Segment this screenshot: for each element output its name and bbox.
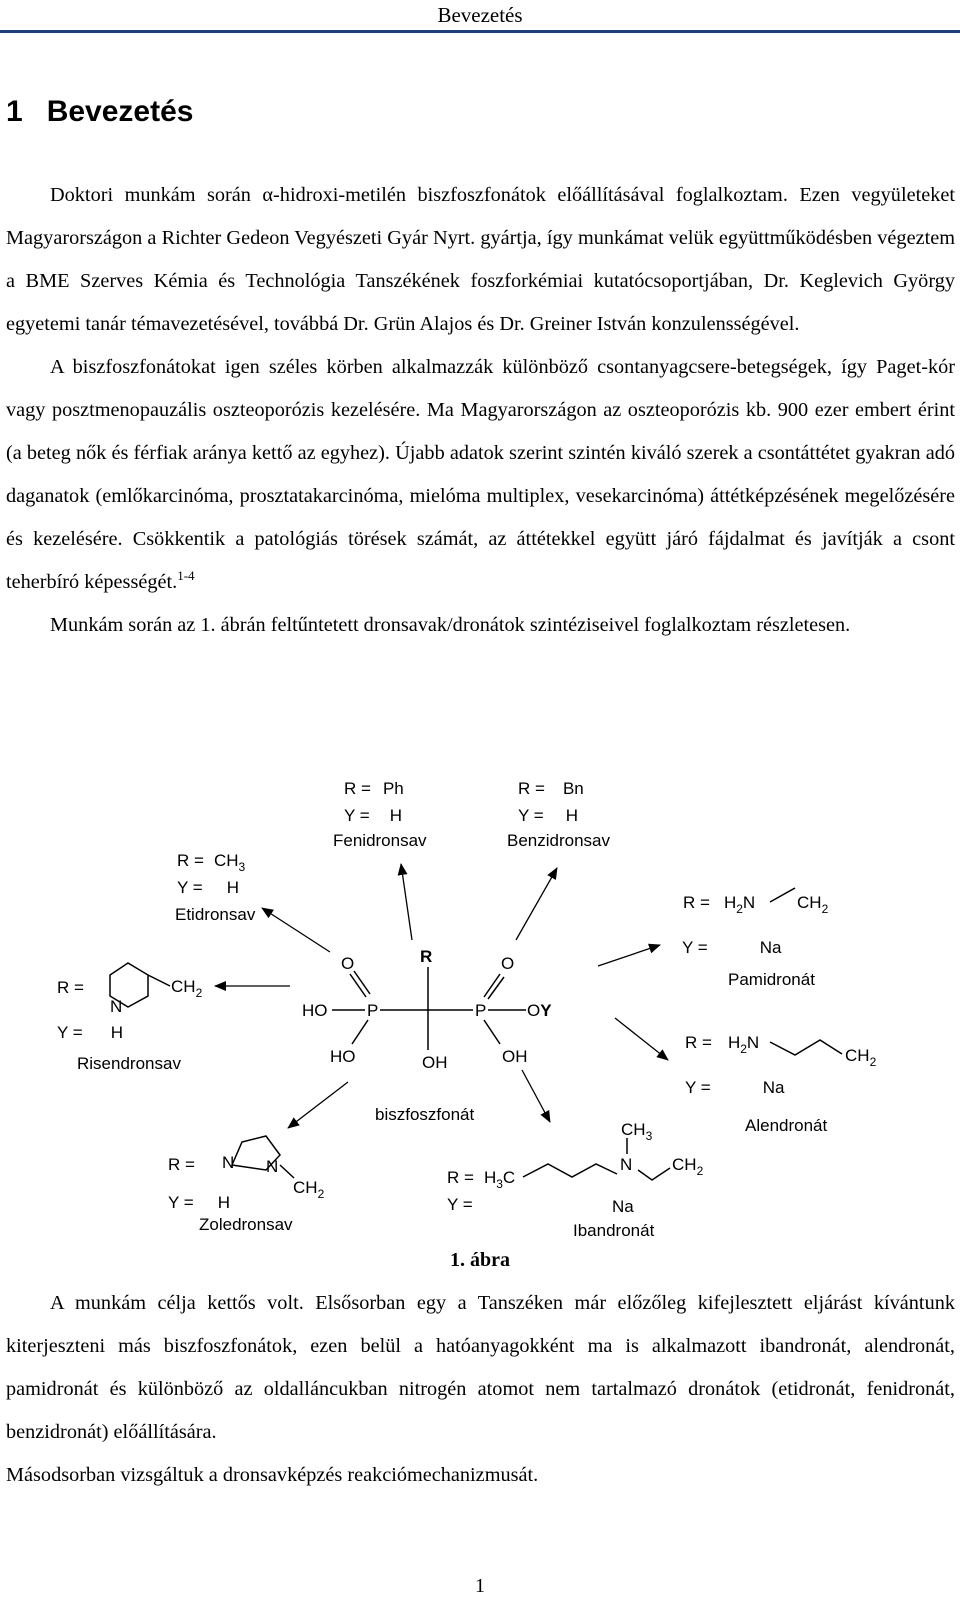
zoledronsav-n1: N [222, 1153, 235, 1172]
core-o-right: O [501, 954, 515, 973]
pamidronat-r-label: $R = H_2N$ [683, 893, 756, 916]
figure-caption: 1. ábra [450, 1249, 510, 1271]
benzidronsav-y-label: Y = H [518, 806, 578, 825]
etidronsav-r-label: $R = CH_3$ [177, 851, 246, 874]
alendronat-chain [770, 1040, 842, 1055]
zoledronsav-y-label: Y = H [168, 1193, 230, 1212]
aim-text [6, 1282, 955, 1497]
arrow-to-benzidronsav [516, 868, 557, 940]
risendronsav-y-label: Y = H [57, 1023, 123, 1042]
ibandronat-ch2: $CH_2$ [672, 1155, 704, 1178]
core-oh-mid: OH [422, 1053, 448, 1072]
etidronsav-y-label: Y = H [177, 878, 239, 897]
paragraph-1: Doktori munkám során α-hidroxi-metilén biszfoszfonátok előállításával foglalkoztam. Ezen vegyületeket Magyarországon a Richter Gedeon Vegyészeti Gyár Nyrt. gyártja, így munkámat velük együttműködésben végeztem a BME Szerves Kémia és Technológia Tanszékének foszforkémiai kutatócsoportjában, Dr. Keglevich György egyetemi tanár témavezetésével, továbbá Dr. Grün Alajos és Dr. Greiner István konzulensségével. [6, 184, 955, 335]
fenidronsav-name: Fenidronsav [333, 831, 427, 850]
core-p-left: P [367, 1001, 379, 1020]
benzidronsav-name: Benzidronsav [507, 831, 611, 850]
arrow-to-pamidronat [598, 945, 660, 966]
chapter-title [6, 94, 193, 130]
pamidronat-chain [770, 888, 795, 902]
zoledronsav-ch2: $CH_2$ [293, 1178, 325, 1201]
ibandronat-name: Ibandronát [573, 1221, 655, 1240]
ibandronat-y-label: Y = [447, 1195, 473, 1214]
pamidronat-y-label: Y = Na [682, 938, 782, 957]
pamidronat-name: Pamidronát [728, 970, 815, 989]
alendronat-name: Alendronát [745, 1116, 828, 1135]
etidronsav-name: Etidronsav [175, 905, 256, 924]
figure-1-scheme [0, 770, 960, 1250]
core-ho-bottom: HO [330, 1047, 356, 1066]
risendronsav-r-label: R = [57, 978, 84, 997]
paragraph-4: A munkám célja kettős volt. Elsősorban egy a Tanszéken már előzőleg kifejlesztett eljárást kívántunk kiterjeszteni más biszfoszfonátok, ezen belül a hatóanyagokként ma is alkalmazott ibandronát, alendronát, pamidronát és különböző az oldalláncukban nitrogén atomot nem tartalmazó dronátok (etidronát, fenidronát, benzidronát) előállítására. [6, 1292, 955, 1443]
arrow-to-ibandronat [522, 1070, 550, 1122]
running-head: Bevezetés [437, 3, 523, 27]
zoledronsav-r-label: R = [168, 1155, 195, 1174]
ibandronat-chain [523, 1164, 617, 1177]
fenidronsav-y-label: Y = H [344, 806, 402, 825]
arrow-to-alendronat [615, 1018, 668, 1060]
arrow-to-etidronsav [262, 908, 330, 952]
ibandronat-n: N [620, 1155, 633, 1174]
ibandronat-r-label: $R = H_3C$ [447, 1168, 516, 1191]
bond-p-left-ho-bottom [352, 1020, 368, 1044]
core-o-left: O [341, 954, 355, 973]
core-name: biszfoszfonát [375, 1105, 475, 1124]
risendronsav-n: N [110, 997, 123, 1016]
arrow-to-zoledronsav [288, 1082, 348, 1128]
paragraph-2-text: A biszfoszfonátokat igen széles körben alkalmazzák különböző csontanyagcsere-betegségek, így Paget-kór vagy posztmenopauzális oszteoporózis kezelésére. Ma Magyarországon az oszteoporózis kb. 900 ezer embert érint (a beteg nők és férfiak aránya kettő az egyhez). Újabb adatok szerint szintén kiváló szerek a csontáttétet gyakran adó daganatok (emlőkarcinóma, prosztatakarcinóma, mielóma multiplex, vesekarcinóma) áttétképzésének megelőzésére és kezelésére. Csökkentik a patológiás törések számát, az áttétekkel együtt járó fájdalmat és javítják a csont teherbíró képességét. [6, 356, 955, 593]
intro-text [6, 174, 955, 647]
pamidronat-ch2: $CH_2$ [797, 893, 829, 916]
header-rule [0, 30, 960, 33]
arrow-to-fenidronsav [401, 864, 412, 940]
alendronat-r-label: $R = H_2N$ [685, 1033, 760, 1056]
core-oy: OY [527, 1001, 552, 1020]
paragraph-3: Munkám során az 1. ábrán feltűntetett dronsavak/dronátok szintéziseivel foglalkoztam részletesen. [50, 614, 851, 636]
risendronsav-name: Risendronsav [77, 1054, 181, 1073]
risendronsav-ring-ch2-bond [148, 975, 170, 986]
core-oh-right: OH [502, 1047, 528, 1066]
alendronat-ch2: $CH_2$ [845, 1046, 877, 1069]
zoledronsav-n-ch2-bond [280, 1165, 294, 1178]
zoledronsav-name: Zoledronsav [199, 1215, 293, 1234]
core-r: R [420, 947, 433, 966]
ibandronat-n-ch2-bond [638, 1168, 670, 1180]
fenidronsav-r-label: R = Ph [344, 779, 404, 798]
benzidronsav-r-label: R = Bn [518, 779, 584, 798]
paragraph-2 [6, 346, 955, 604]
ibandronat-ch3: $CH_3$ [621, 1120, 653, 1143]
paragraph-5: Másodsorban vizsgáltuk a dronsavképzés reakciómechanizmusát. [6, 1464, 539, 1486]
ibandronat-na: Na [612, 1197, 634, 1216]
chapter-title-text: Bevezetés [46, 95, 194, 128]
bond-p-right-oh [484, 1020, 500, 1044]
page-number: 1 [475, 1575, 485, 1597]
zoledronsav-n2: N [266, 1157, 279, 1176]
core-p-right: P [475, 1001, 487, 1020]
chapter-number: 1 [6, 95, 23, 128]
alendronat-y-label: Y = Na [685, 1078, 785, 1097]
risendronsav-ch2: $CH_2$ [171, 977, 203, 1000]
reference-superscript: 1-4 [177, 568, 195, 584]
core-ho-top: HO [302, 1001, 328, 1020]
